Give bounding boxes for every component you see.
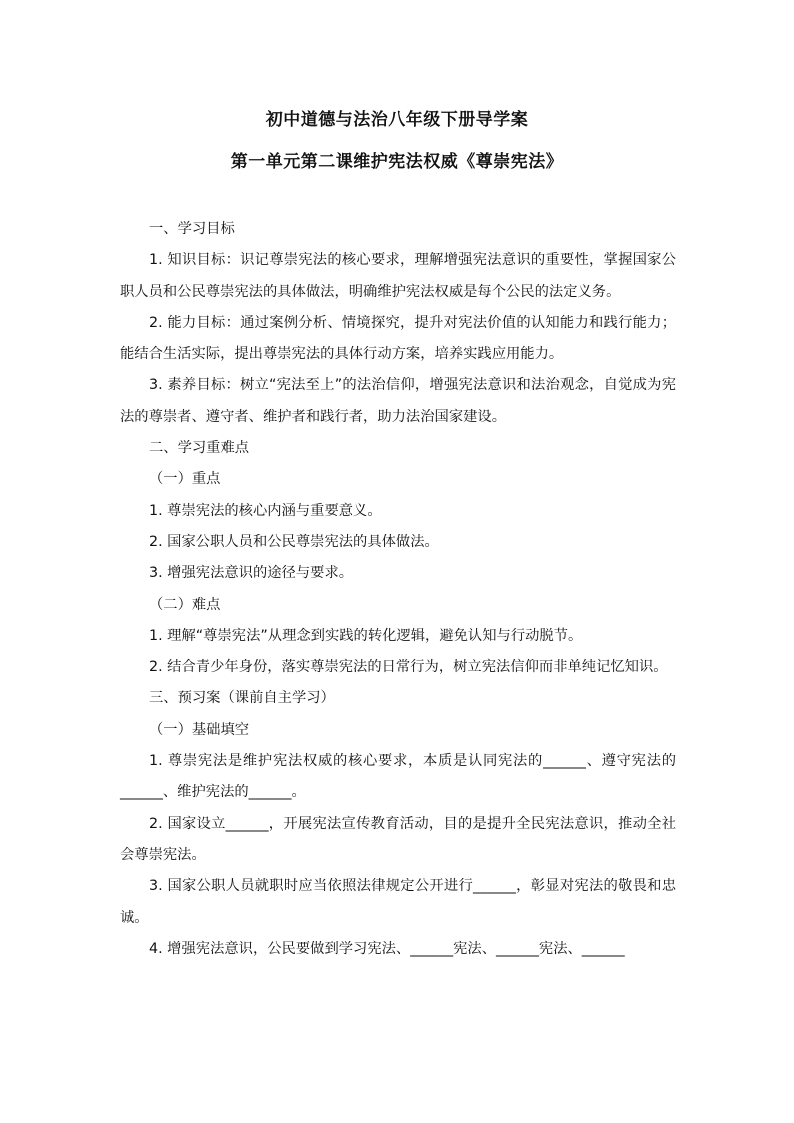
document-title: 初中道德与法治八年级下册导学案 bbox=[265, 110, 529, 130]
subsection-heading: （一）重点 bbox=[149, 471, 221, 488]
subsection-heading: （二）难点 bbox=[149, 596, 221, 613]
section-heading: 三、预习案（课前自主学习） bbox=[149, 690, 335, 707]
document-subtitle: 第一单元第二课维护宪法权威《尊崇宪法》 bbox=[230, 152, 564, 172]
list-item: 1. 理解“尊崇宪法”从理念到实践的转化逻辑，避免认知与行动脱节。 bbox=[149, 627, 583, 644]
section-heading: 一、学习目标 bbox=[149, 221, 235, 237]
section-heading: 二、学习重难点 bbox=[149, 440, 250, 457]
paragraph: 1. 知识目标：识记尊崇宪法的核心要求，理解增强宪法意识的重要性，掌握国家公职人员和公民尊崇宪法的具体做法，明确维护宪法权威是每个公民的法定义务。 bbox=[120, 252, 676, 300]
list-item: 1. 尊崇宪法的核心内涵与重要意义。 bbox=[149, 502, 382, 519]
document-body bbox=[120, 214, 676, 965]
fill-blank-item: 2. 国家设立______，开展宪法宣传教育活动，目的是提升全民宪法意识，推动全社会尊崇宪法。 bbox=[120, 815, 676, 863]
paragraph: 3. 素养目标：树立“宪法至上”的法治信仰，增强宪法意识和法治观念，自觉成为宪法的尊崇者、遵守者、维护者和践行者，助力法治国家建设。 bbox=[120, 377, 676, 425]
subsection-heading: （一）基础填空 bbox=[149, 721, 250, 738]
paragraph: 2. 能力目标：通过案例分析、情境探究，提升对宪法价值的认知能力和践行能力；能结合生活实际，提出尊崇宪法的具体行动方案，培养实践应用能力。 bbox=[120, 314, 676, 363]
list-item: 3. 增强宪法意识的途径与要求。 bbox=[149, 565, 354, 582]
fill-blank-item: 1. 尊崇宪法是维护宪法权威的核心要求，本质是认同宪法的______、遵守宪法的______、维护宪法的______。 bbox=[120, 753, 676, 801]
fill-blank-item: 3. 国家公职人员就职时应当依照法律规定公开进行______，彰显对宪法的敬畏和忠诚。 bbox=[120, 878, 676, 926]
fill-blank-item: 4. 增强宪法意识，公民要做到学习宪法、______宪法、______宪法、______ bbox=[149, 940, 625, 957]
list-item: 2. 国家公职人员和公民尊崇宪法的具体做法。 bbox=[149, 533, 439, 550]
list-item: 2. 结合青少年身份，落实尊崇宪法的日常行为，树立宪法信仰而非单纯记忆知识。 bbox=[149, 659, 668, 676]
